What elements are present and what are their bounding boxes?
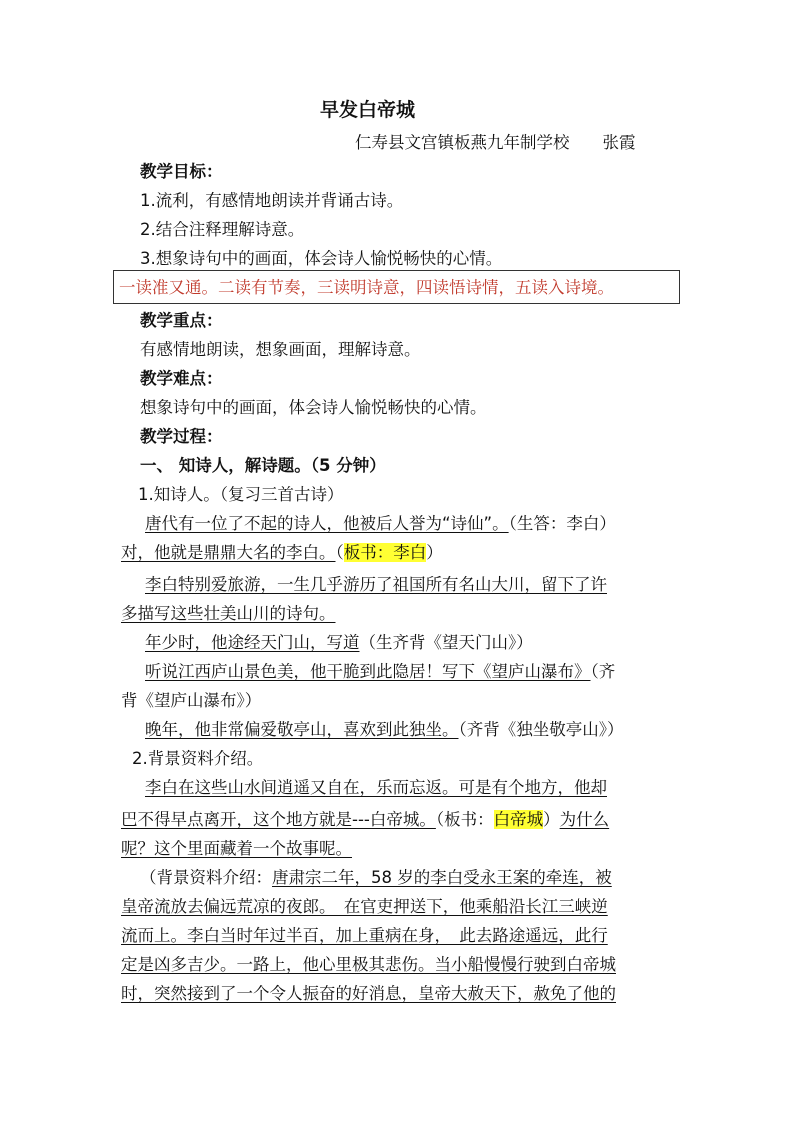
paragraph-4a-rest: （齐 [590, 662, 616, 681]
goals-heading: 教学目标： [140, 162, 223, 181]
process-heading: 教学过程： [140, 427, 223, 446]
paragraph-1b [121, 541, 443, 565]
subsection-1: 1.知诗人。（复习三首古诗） [138, 485, 344, 504]
paragraph-1a-underlined: 唐代有一位了不起的诗人，他被后人誉为“诗仙”。 [145, 514, 509, 533]
paragraph-7a-underlined: 唐肃宗二年，58 岁的李白受永王案的牵连，被 [272, 868, 612, 887]
paragraph-1b-underlined: 对，他就是鼎鼎大名的李白。 [121, 543, 336, 562]
paragraph-4b: 背《望庐山瀑布》） [121, 691, 262, 710]
paragraph-5-rest: （齐背《独坐敬亭山》） [458, 720, 624, 739]
board-note-baidicheng: 白帝城 [493, 810, 544, 829]
paragraph-1a-rest: （生答：李白） [508, 514, 616, 533]
goal-item-2: 2.结合注释理解诗意。 [140, 220, 305, 239]
paragraph-2a: 李白特别爱旅游，一生几乎游历了祖国所有名山大川，留下了许 [145, 575, 607, 594]
author-line: 仁寿县文宫镇板燕九年制学校 张霞 [355, 133, 636, 152]
paren-close: ） [426, 543, 443, 562]
paragraph-3-underlined: 年少时，他途经天门山，写道 [145, 633, 360, 652]
paragraph-5-underlined: 晚年，他非常偏爱敬亭山，喜欢到此独坐。 [145, 720, 459, 739]
paragraph-4a-underlined: 听说江西庐山景色美，他干脆到此隐居！写下《望庐山瀑布》 [145, 662, 591, 681]
paragraph-7d: 定是凶多吉少。一路上，他心里极其悲伤。当小船慢慢行驶到白帝城 [121, 955, 616, 974]
difficulty-heading: 教学难点： [140, 369, 223, 388]
section1-heading: 一、 知诗人，解诗题。（5 分钟） [140, 456, 386, 475]
paragraph-4a [145, 660, 615, 684]
key-text: 有感情地朗读，想象画面，理解诗意。 [140, 340, 421, 359]
goal-item-1: 1.流利，有感情地朗读并背诵古诗。 [140, 191, 404, 210]
subsection-2: 2.背景资料介绍。 [132, 749, 264, 768]
paren-close-2: ） [543, 810, 560, 829]
paragraph-6c: 呢？这个里面藏着一个故事呢。 [121, 839, 352, 858]
reading-steps-text: 一读准又通。二读有节奏，三读明诗意，四读悟诗情，五读入诗境。 [119, 278, 614, 297]
difficulty-text: 想象诗句中的画面，体会诗人愉悦畅快的心情。 [140, 398, 487, 417]
paragraph-6b [121, 808, 609, 832]
paragraph-6b-mid: （板书： [435, 810, 494, 829]
paragraph-1a [145, 512, 616, 536]
page-title: 早发白帝城 [320, 99, 416, 121]
goal-item-3: 3.想象诗句中的画面，体会诗人愉悦畅快的心情。 [140, 249, 503, 268]
board-note-libai: 板书：李白 [343, 543, 427, 562]
paragraph-5 [145, 718, 624, 742]
key-heading: 教学重点： [140, 311, 223, 330]
paren-open: （ [335, 543, 344, 562]
paragraph-7c: 流而上。李白当时年过半百，加上重病在身， 此去路途遥远，此行 [121, 926, 608, 945]
paragraph-7b: 皇帝流放去偏远荒凉的夜郎。 在官吏押送下，他乘船沿长江三峡逆 [121, 897, 608, 916]
paragraph-7a [140, 866, 612, 890]
paragraph-6b-tail: 为什么 [559, 810, 610, 829]
paragraph-2b: 多描写这些壮美山川的诗句。 [121, 604, 336, 623]
paragraph-7a-pre: （背景资料介绍： [140, 868, 272, 887]
paragraph-3-rest: （生齐背《望天门山》） [359, 633, 533, 652]
paragraph-3 [145, 631, 533, 655]
paragraph-7e: 时，突然接到了一个令人振奋的好消息，皇帝大赦天下，赦免了他的 [121, 984, 616, 1003]
paragraph-6a: 李白在这些山水间逍遥又自在，乐而忘返。可是有个地方，他却 [145, 778, 607, 797]
paragraph-6b-underlined: 巴不得早点离开，这个地方就是---白帝城。 [121, 810, 436, 829]
